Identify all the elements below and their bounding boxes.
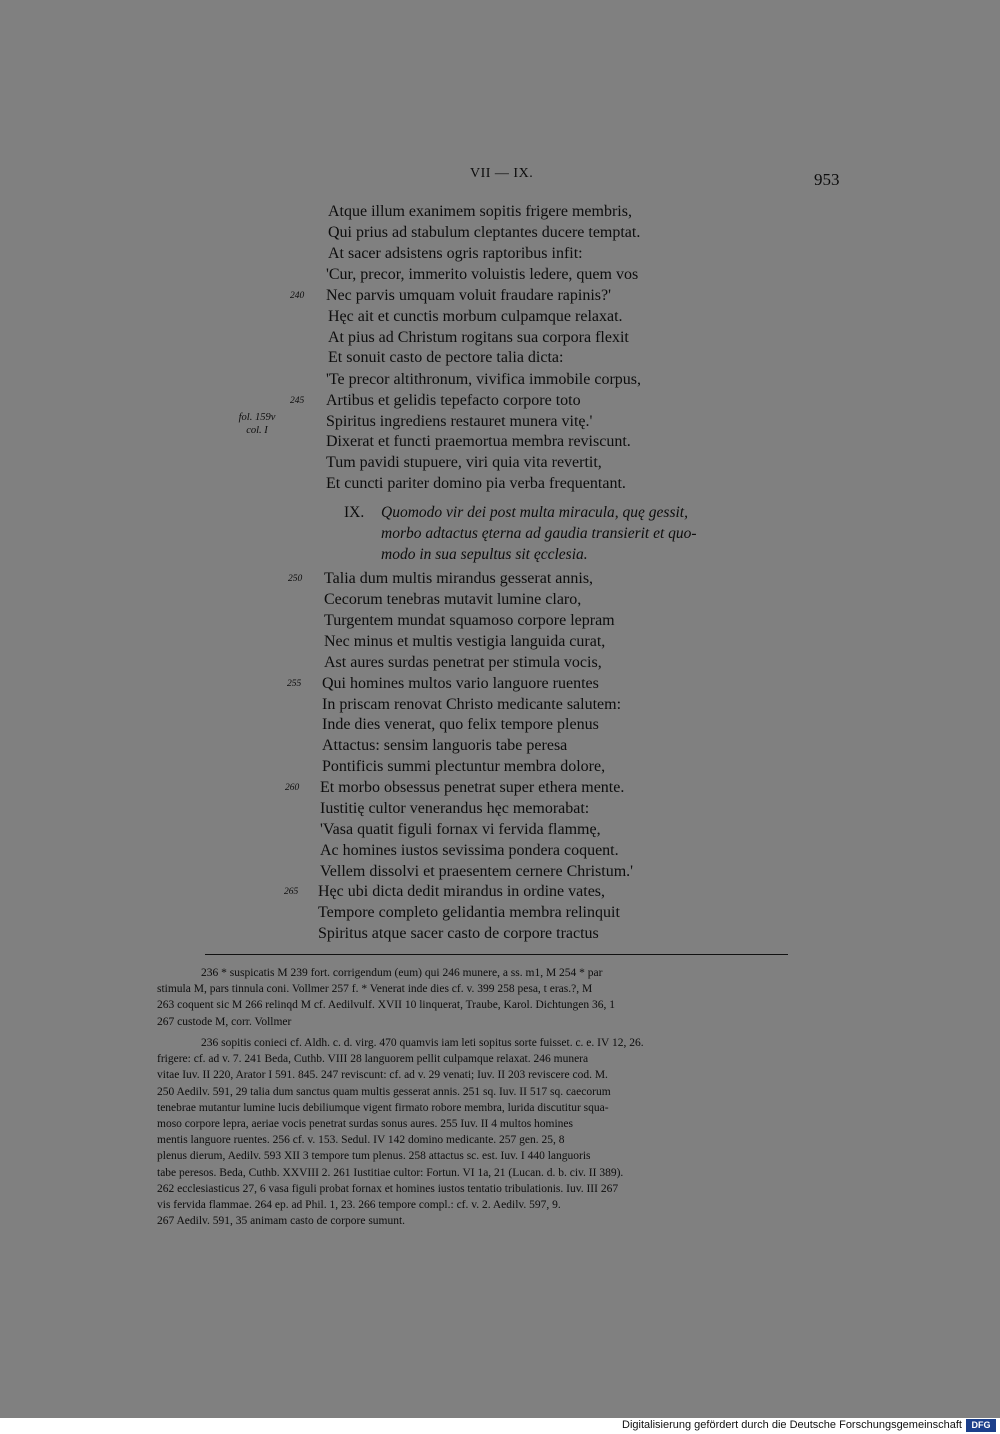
verse-line: Qui homines multos vario languore ruentes bbox=[322, 675, 599, 692]
apparatus-line: 263 coquent sic M 266 relinqd M cf. Aedilvulf. XVII 10 linquerat, Traube, Karol. Dichtungen 36, 1 bbox=[157, 999, 616, 1012]
verse-line: Vellem dissolvi et praesentem cernere Christum.' bbox=[320, 863, 634, 880]
running-title: VII — IX. bbox=[470, 166, 534, 181]
apparatus-line: frigere: cf. ad v. 7. 241 Beda, Cuthb. VIII 28 languorem pellit culpamque relaxat. 246 munera bbox=[157, 1053, 589, 1066]
verse-line: 'Cur, precor, immerito voluistis ledere, quem vos bbox=[326, 266, 639, 283]
verse-line: Atque illum exanimem sopitis frigere membris, bbox=[328, 203, 632, 220]
dfg-logo: DFG bbox=[966, 1419, 996, 1432]
verse-line: Et morbo obsessus penetrat super ethera mente. bbox=[320, 779, 625, 796]
apparatus-line: moso corpore lepra, aeriae vocis penetrat surdas sonus aures. 255 Iuv. II 4 multos homines bbox=[157, 1118, 574, 1131]
verse-line: 'Vasa quatit figuli fornax vi fervida flammę, bbox=[320, 821, 601, 838]
verse-line: Turgentem mundat squamoso corpore lepram bbox=[324, 612, 615, 629]
apparatus-line: vis fervida flammae. 264 ep. ad Phil. 1, 23. 266 tempore compl.: cf. v. 2. Aedilv. 597, 9. bbox=[157, 1199, 561, 1212]
verse-line: In priscam renovat Christo medicante salutem: bbox=[322, 696, 622, 713]
apparatus-divider bbox=[205, 954, 788, 955]
verse-line: Talia dum multis mirandus gesserat annis, bbox=[324, 570, 594, 587]
verse-line: Ac homines iustos sevissima pondera coquent. bbox=[320, 842, 619, 859]
verse-line: 'Te precor altithronum, vivifica immobile corpus, bbox=[326, 371, 642, 388]
verse-line: Nec parvis umquam voluit fraudare rapinis?' bbox=[326, 287, 612, 304]
apparatus-line: 236 sopitis conieci cf. Aldh. c. d. virg. 470 quamvis iam leti sopitus sorte fuisset. c. e. IV 12, 26. bbox=[201, 1037, 644, 1049]
critical-apparatus bbox=[157, 965, 829, 1030]
verse-line: Artibus et gelidis tepefacto corpore toto bbox=[326, 392, 581, 409]
verse-line: Iustitię cultor venerandus hęc memorabat: bbox=[320, 800, 590, 817]
verse-line: Tum pavidi stupuere, viri quia vita revertit, bbox=[326, 454, 602, 471]
sources-apparatus bbox=[157, 1035, 829, 1229]
apparatus-line: tabe peresos. Beda, Cuthb. XXVIII 2. 261 Iustitiae cultor: Fortun. VI 1a, 21 (Lucan. d. b. civ. II 389). bbox=[157, 1166, 624, 1179]
apparatus-line: 267 custode M, corr. Vollmer bbox=[157, 1015, 292, 1028]
verse-line: Inde dies venerat, quo felix tempore plenus bbox=[322, 716, 599, 733]
apparatus-line: 262 ecclesiasticus 27, 6 vasa figuli probat fornax et homines iustos tentatio tribulationis. Iuv. III 267 bbox=[157, 1182, 619, 1195]
page-number: 953 bbox=[814, 170, 840, 189]
verse-line: Hęc ait et cunctis morbum culpamque relaxat. bbox=[328, 308, 623, 325]
line-number: 245 bbox=[290, 396, 305, 406]
verse-line: Et sonuit casto de pectore talia dicta: bbox=[328, 349, 564, 366]
line-number: 260 bbox=[285, 783, 300, 793]
folio-note bbox=[228, 411, 286, 437]
funding-notice: Digitalisierung gefördert durch die Deutsche Forschungsgemeinschaft bbox=[622, 1419, 962, 1431]
chapter-number: IX. bbox=[344, 504, 365, 521]
apparatus-line: 267 Aedilv. 591, 35 animam casto de corpore sumunt. bbox=[157, 1215, 406, 1228]
verse-line: Attactus: sensim languoris tabe peresa bbox=[322, 737, 568, 754]
folio-note-line: col. I bbox=[246, 425, 268, 436]
line-number: 250 bbox=[288, 574, 303, 584]
verse-line: Ast aures surdas penetrat per stimula vocis, bbox=[324, 654, 602, 671]
line-number: 265 bbox=[284, 887, 299, 897]
verse-line: Pontificis summi plectuntur membra dolore, bbox=[322, 758, 606, 775]
folio-note-line: fol. 159v bbox=[238, 412, 276, 423]
chapter-heading-line: morbo adtactus ęterna ad gaudia transierit et quo- bbox=[381, 525, 697, 542]
chapter-heading-line: modo in sua sepultus sit ęcclesia. bbox=[381, 546, 588, 563]
verse-line: Hęc ubi dicta dedit mirandus in ordine vates, bbox=[318, 883, 606, 900]
verse-line: Dixerat et functi praemortua membra reviscunt. bbox=[326, 433, 631, 450]
line-number: 255 bbox=[287, 679, 302, 689]
apparatus-line: stimula M, pars tinnula coni. Vollmer 257 f. * Venerat inde dies cf. v. 399 258 pesa, t eras.?, M bbox=[157, 983, 593, 996]
verse-line: Cecorum tenebras mutavit lumine claro, bbox=[324, 591, 582, 608]
verse-line: Et cuncti pariter domino pia verba frequentant. bbox=[326, 475, 626, 492]
verse-line: At pius ad Christum rogitans sua corpora flexit bbox=[328, 329, 629, 346]
chapter-heading-line: Quomodo vir dei post multa miracula, quę gessit, bbox=[381, 504, 688, 521]
verse-line: Nec minus et multis vestigia languida curat, bbox=[324, 633, 606, 650]
verse-line: At sacer adsistens ogris raptoribus infit: bbox=[328, 245, 583, 262]
verse-line: Spiritus atque sacer casto de corpore tractus bbox=[318, 925, 599, 942]
apparatus-line: tenebrae mutantur lumine lucis debiliumque vigent firmato robore membra, lurida discutitur squa- bbox=[157, 1101, 609, 1114]
apparatus-line: 236 * suspicatis M 239 fort. corrigendum (eum) qui 246 munere, a ss. m1, M 254 * par bbox=[201, 967, 603, 979]
apparatus-line: plenus dierum, Aedilv. 593 XII 3 tempore tum plenus. 258 attactus sc. est. Iuv. I 440 languoris bbox=[157, 1150, 591, 1163]
verse-line: Tempore completo gelidantia membra relinquit bbox=[318, 904, 620, 921]
apparatus-line: vitae Iuv. II 220, Arator I 591. 845. 247 reviscunt: cf. ad v. 29 venati; Iuv. II 203 reviscere cod. M. bbox=[157, 1069, 608, 1082]
verse-line: Qui prius ad stabulum cleptantes ducere temptat. bbox=[328, 224, 641, 241]
apparatus-line: mentis languore ruentes. 256 cf. v. 153. Sedul. IV 142 domino medicante. 257 gen. 25, 8 bbox=[157, 1134, 565, 1147]
apparatus-line: 250 Aedilv. 591, 29 talia dum sanctus quam multis gesserat annis. 251 sq. Iuv. II 517 sq. caecorum bbox=[157, 1085, 611, 1098]
line-number: 240 bbox=[290, 291, 305, 301]
verse-line: Spiritus ingrediens restauret munera vitę.' bbox=[326, 413, 593, 430]
